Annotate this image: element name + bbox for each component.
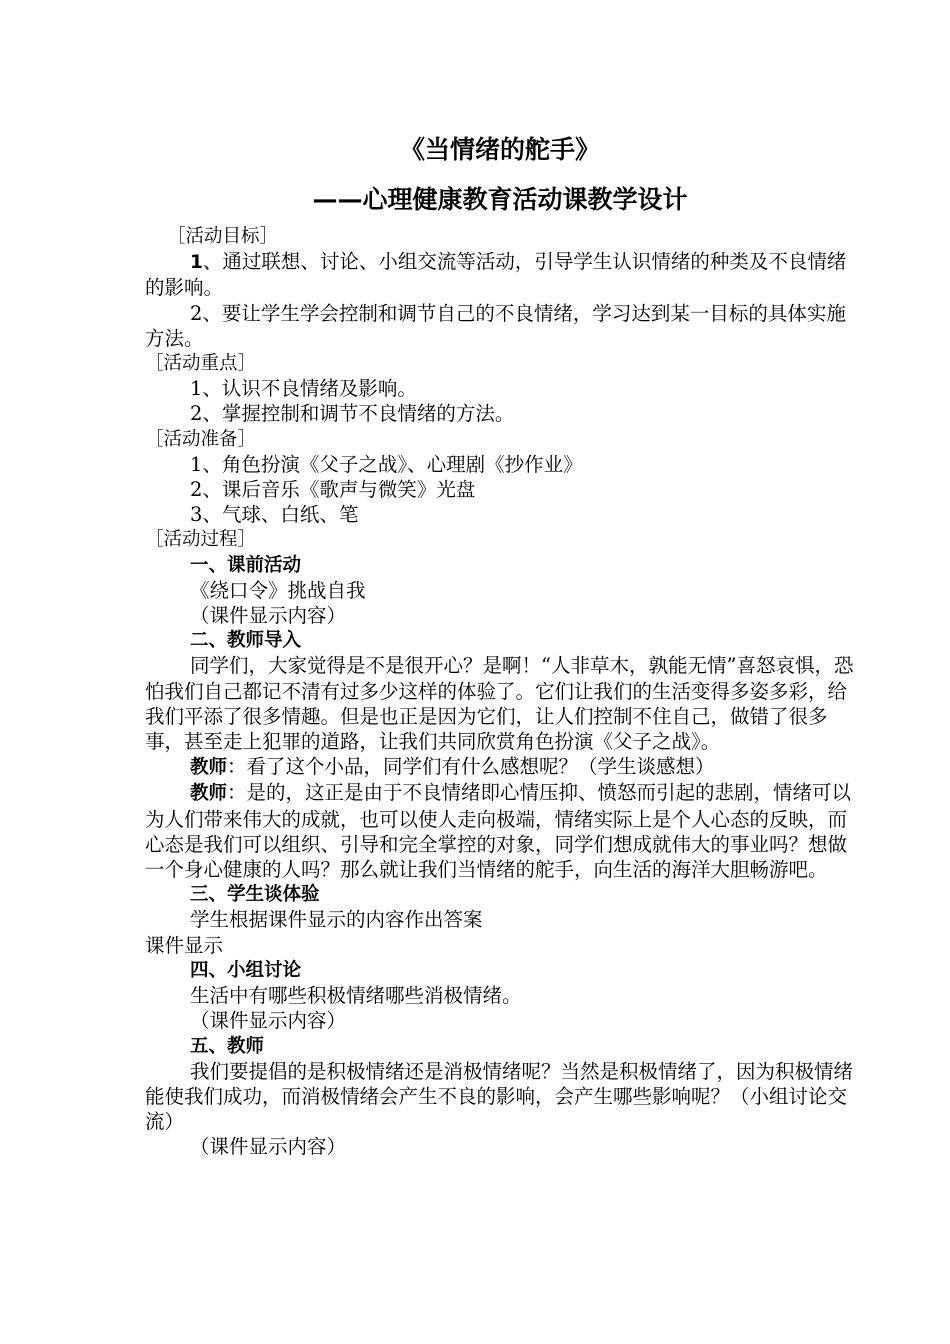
step-3-line-1: 学生根据课件显示的内容作出答案 bbox=[190, 908, 483, 932]
goal-item-1-number: 1 bbox=[190, 252, 203, 274]
step-2-paragraph: 同学们，大家觉得是不是很开心？是啊！“人非草木，孰能无情”喜怒哀惧，恐怕我们自己都记不清有过多少这样的体验了。它们让我们的生活变得多姿多彩，给我们平添了很多情趣。但是也正是因为它们，让人们控制不住自己，做错了很多事，甚至走上犯罪的道路，让我们共同欣赏角色扮演《父子之战》。 bbox=[145, 654, 854, 754]
section-heading-process: ［活动过程］ bbox=[145, 529, 257, 551]
step-heading-3: 三、学生谈体验 bbox=[190, 884, 320, 906]
goal-item-1 bbox=[145, 249, 865, 300]
step-3-line-2: 课件显示 bbox=[145, 933, 224, 957]
step-heading-1: 一、课前活动 bbox=[190, 554, 302, 576]
step-1-line-2: （课件显示内容） bbox=[190, 604, 347, 628]
step-heading-4: 四、小组讨论 bbox=[190, 959, 302, 981]
document-subtitle: ——心理健康教育活动课教学设计 bbox=[312, 185, 688, 214]
teacher-remark-2-text: ：是的，这正是由于不良情绪即心情压抑、愤怒而引起的悲剧，情绪可以为人们带来伟大的成就，也可以使人走向极端，情绪实际上是个人心态的反映，而心态是我们可以组织、引导和完全掌控的对象，同学们想成就伟大的事业吗？想做一个身心健康的人吗？那么就让我们当情绪的舵手，向生活的海洋大胆畅游吧。 bbox=[145, 781, 852, 882]
prep-item-3: 3、气球、白纸、笔 bbox=[190, 503, 359, 527]
prep-item-1: 1、角色扮演《父子之战》、心理剧《抄作业》 bbox=[190, 452, 583, 476]
step-1-line-1: 《绕口令》挑战自我 bbox=[190, 578, 366, 602]
section-heading-prep: ［活动准备］ bbox=[145, 428, 257, 450]
prep-item-2: 2、课后音乐《歌声与微笑》光盘 bbox=[190, 478, 476, 502]
section-heading-goal: ［活动目标］ bbox=[167, 226, 279, 247]
teacher-remark-1-text: ：看了这个小品，同学们有什么感想呢？（学生谈感想） bbox=[227, 755, 715, 779]
goal-item-2: 2、要让学生学会控制和调节自己的不良情绪，学习达到某一目标的具体实施方法。 bbox=[145, 301, 846, 350]
step-5-line-2: （课件显示内容） bbox=[190, 1135, 347, 1159]
document-body bbox=[145, 224, 865, 1160]
key-item-2: 2、掌握控制和调节不良情绪的方法。 bbox=[190, 402, 515, 426]
teacher-label: 教师 bbox=[190, 783, 228, 805]
step-4-line-1: 生活中有哪些积极情绪哪些消极情绪。 bbox=[190, 984, 522, 1008]
step-5-paragraph: 我们要提倡的是积极情绪还是消极情绪呢？当然是积极情绪了，因为积极情绪能使我们成功，而消极情绪会产生不良的影响，会产生哪些影响呢？（小组讨论交流） bbox=[145, 1059, 854, 1134]
section-heading-key: ［活动重点］ bbox=[145, 353, 257, 375]
teacher-remark-2 bbox=[145, 780, 865, 882]
step-4-line-2: （课件显示内容） bbox=[190, 1009, 347, 1033]
goal-item-1-text: 、通过联想、讨论、小组交流等活动，引导学生认识情绪的种类及不良情绪的影响。 bbox=[145, 250, 847, 300]
teacher-label: 教师 bbox=[190, 757, 228, 779]
step-heading-2: 二、教师导入 bbox=[190, 630, 302, 652]
step-heading-5: 五、教师 bbox=[190, 1035, 265, 1057]
document-title: 《当情绪的舵手》 bbox=[399, 135, 600, 164]
teacher-remark-1 bbox=[145, 754, 865, 780]
key-item-1: 1、认识不良情绪及影响。 bbox=[190, 377, 417, 401]
